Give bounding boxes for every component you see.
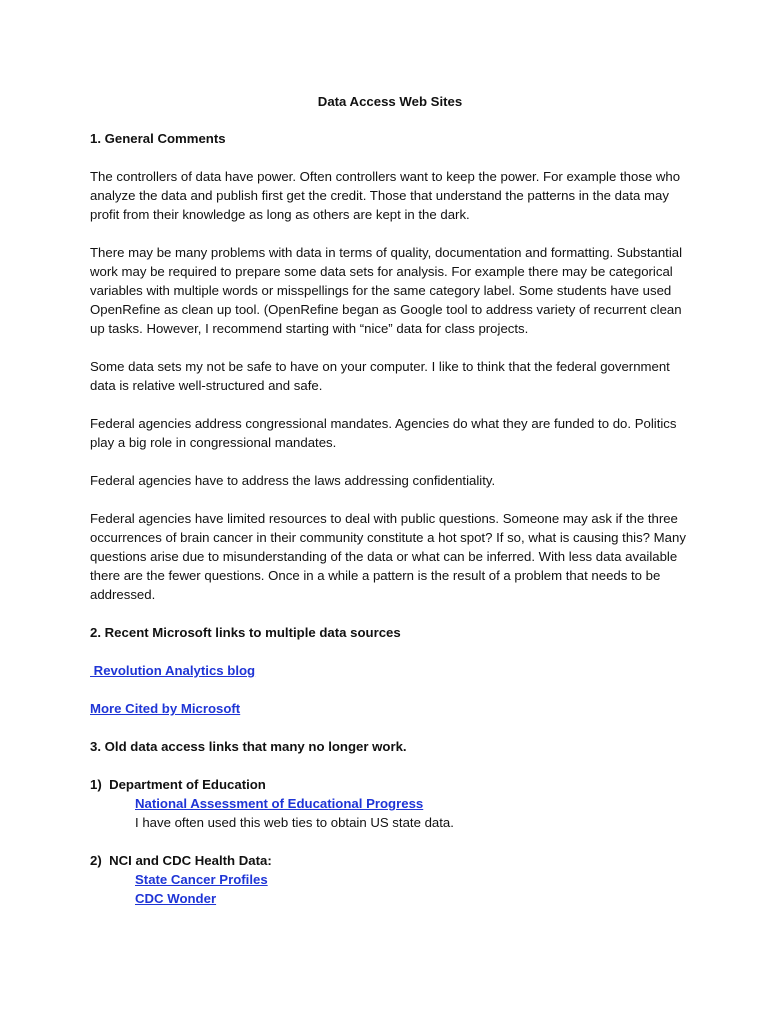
item-heading [90,775,690,794]
document-body [90,92,690,927]
more-cited-by-microsoft-link[interactable]: More Cited by Microsoft [90,701,241,716]
paragraph-problems: There may be many problems with data in terms of quality, documentation and formatting. Substantial work may be required to prepare some data sets for analysis. For example there may be categorical variables with multiple words or misspellings for the same category label. Some students have used OpenRefine as clean up tool. (OpenRefine began as Google tool to address variety of recurrent clean up tasks. However, I recommend starting with “nice” data for class projects. [90,245,683,336]
paragraph-power: The controllers of data have power. Often controllers want to keep the power. For example those who analyze the data and publish first get the credit. Those that understand the patterns in the data may profit from their knowledge as long as others are kept in the dark. [90,169,681,222]
item-label: NCI and CDC Health Data: [109,853,272,868]
item-details [90,794,690,832]
state-cancer-profiles-link[interactable]: State Cancer Profiles [135,872,268,887]
link-line-revolution [90,661,690,680]
section-2-heading: 2. Recent Microsoft links to multiple data sources [90,625,401,640]
item-heading [90,851,690,870]
section-3-heading: 3. Old data access links that many no longer work. [90,739,407,754]
item-note: I have often used this web ties to obtain US state data. [135,815,454,830]
item-label: Department of Education [109,777,266,792]
paragraph-confidentiality: Federal agencies have to address the laws addressing confidentiality. [90,473,496,488]
cdc-wonder-link[interactable]: CDC Wonder [135,891,217,906]
item-number: 1) [90,777,102,792]
item-number: 2) [90,853,102,868]
paragraph-safety: Some data sets my not be safe to have on your computer. I like to think that the federal government data is relative well-structured and safe. [90,359,670,393]
paragraph-mandates: Federal agencies address congressional mandates. Agencies do what they are funded to do. Politics play a big role in congressional mandates. [90,416,677,450]
list-item-health [90,851,690,908]
section-1-heading: 1. General Comments [90,131,226,146]
page-title: Data Access Web Sites [317,94,463,109]
list-item-education [90,775,690,832]
naep-link[interactable]: National Assessment of Educational Progress [135,796,424,811]
paragraph-resources: Federal agencies have limited resources to deal with public questions. Someone may ask if the three occurrences of brain cancer in their community constitute a hot spot? If so, what is causing this? Many questions arise due to misunderstanding of the data or what can be inferred. With less data available there are the fewer questions. Once in a while a pattern is the result of a problem that needs to be addressed. [90,511,686,602]
revolution-analytics-link[interactable]: Revolution Analytics blog [90,663,256,678]
item-details [90,870,690,908]
link-line-microsoft [90,699,690,718]
